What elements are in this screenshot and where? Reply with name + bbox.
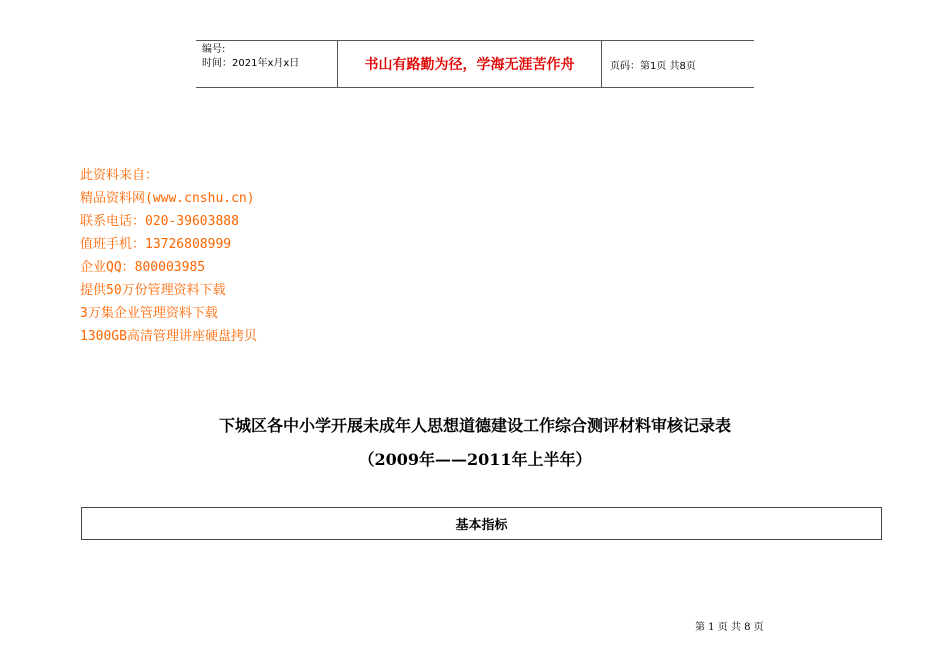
promo-line: 企业QQ：800003985 bbox=[80, 260, 206, 275]
promo-line: 3万集企业管理资料下载 bbox=[80, 306, 218, 321]
header-meta bbox=[196, 41, 338, 87]
header-page-info: 页码：第1页 共8页 bbox=[610, 60, 696, 72]
document-subtitle: （2009年——2011年上半年） bbox=[358, 450, 592, 469]
page-footer: 第 1 页 共 8 页 bbox=[695, 622, 764, 633]
promo-line: 提供50万份管理资料下载 bbox=[80, 283, 226, 298]
header-motto: 书山有路勤为径，学海无涯苦作舟 bbox=[338, 41, 602, 87]
promo-line: 1300GB高清管理讲座硬盘拷贝 bbox=[80, 329, 257, 344]
promo-line: 联系电话：020-39603888 bbox=[80, 214, 239, 229]
promo-line: 此资料来自： bbox=[80, 168, 159, 183]
promo-line: 值班手机：13726808999 bbox=[80, 237, 232, 252]
document-title: 下城区各中小学开展未成年人思想道德建设工作综合测评材料审核记录表 bbox=[218, 416, 731, 435]
section-heading-basic-indicators: 基本指标 bbox=[81, 507, 882, 540]
promo-block bbox=[80, 164, 257, 348]
promo-line[interactable]: 精品资料网(www.cnshu.cn) bbox=[80, 191, 255, 206]
time-label: 时间：2021年x月x日 bbox=[202, 58, 300, 69]
document-header bbox=[196, 40, 754, 88]
number-label: 编号: bbox=[202, 44, 226, 55]
